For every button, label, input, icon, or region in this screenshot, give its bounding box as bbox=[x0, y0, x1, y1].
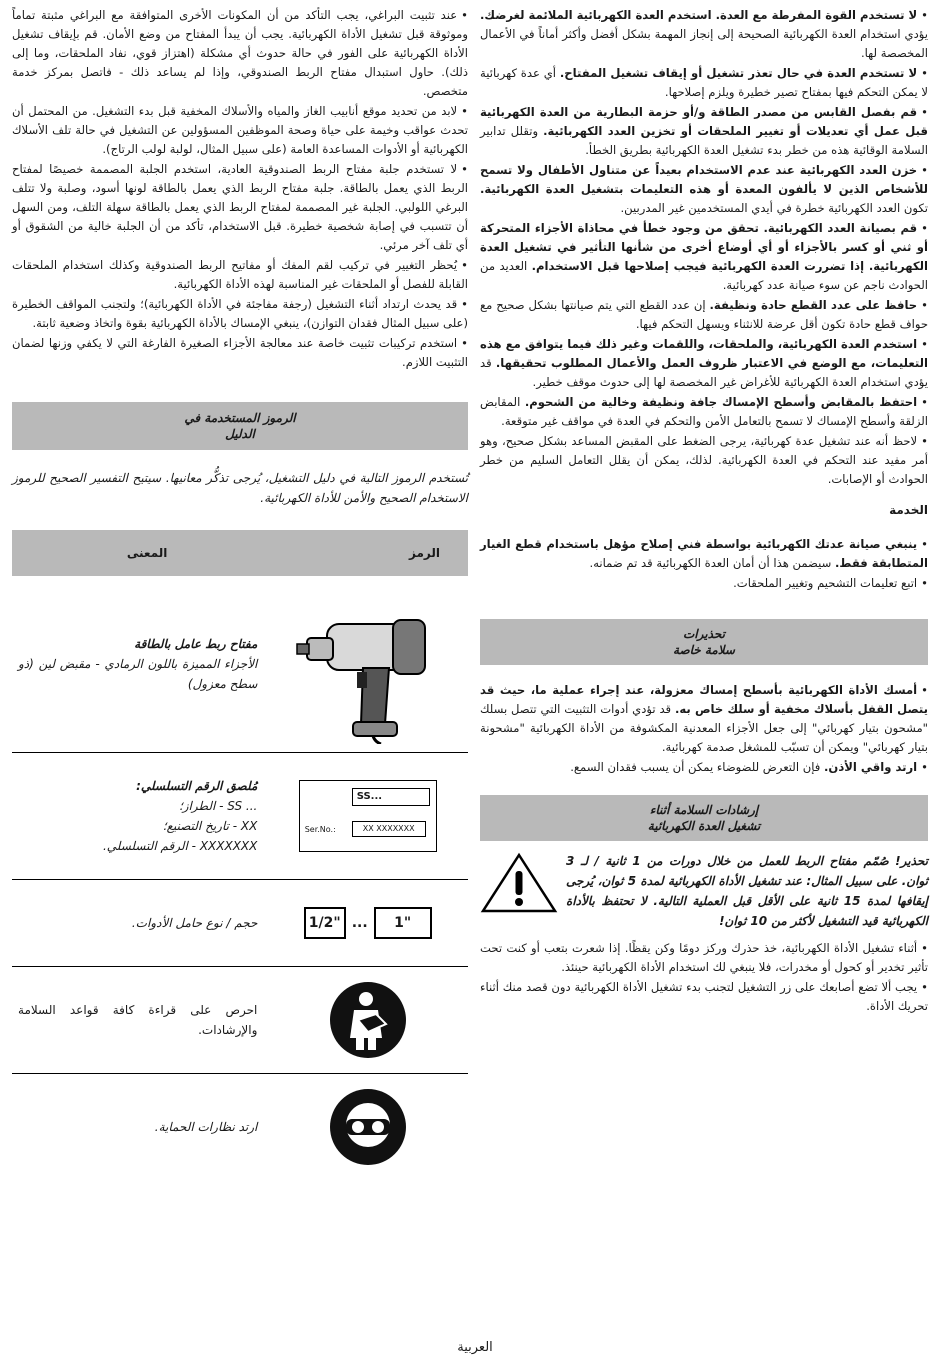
bullet-item bbox=[12, 295, 468, 333]
bullet-dot: • bbox=[921, 8, 928, 22]
bullet-item bbox=[480, 978, 928, 1016]
bullet-dot: • bbox=[461, 162, 468, 176]
table-row bbox=[12, 576, 468, 753]
bullet-dot: • bbox=[921, 221, 928, 235]
bullet-item bbox=[480, 432, 928, 489]
bullet-dot: • bbox=[921, 683, 928, 697]
table-row bbox=[12, 1074, 468, 1180]
bullet-item bbox=[480, 103, 928, 160]
bullet-item bbox=[480, 6, 928, 63]
bullet-dot: • bbox=[921, 980, 928, 994]
size-box-half: 1/2" bbox=[304, 907, 346, 939]
serial-title: مُلصق الرقم التسلسلي: bbox=[136, 779, 258, 793]
bullet-dot: • bbox=[921, 66, 929, 80]
bullet-dot: • bbox=[921, 576, 928, 590]
header-symbol: الرمز bbox=[409, 546, 440, 560]
bullet-dot: • bbox=[461, 8, 468, 22]
bullet-bold-text: قم بفصل القابس من مصدر الطاقة و/أو حزمة البطارية من العدة الكهربائية قبل عمل أي تعديلات أو تغيير الملحقات أو تخزين العدد الكهربائية. bbox=[480, 105, 928, 138]
warning-triangle-icon bbox=[480, 851, 558, 915]
bullet-bold-text: أمسك الأداة الكهربائية بأسطح إمساك معزولة، عند إجراء عملية ما، حيث قد يتصل القفل بأسلاك مخفية أو سلك خاص به. bbox=[480, 683, 928, 716]
bullet-text: اتبع تعليمات التشحيم وتغيير الملحقات. bbox=[733, 576, 918, 590]
bullet-dot: • bbox=[921, 537, 928, 551]
screw-safety-bullets bbox=[12, 6, 468, 372]
symbols-intro: تُستخدم الرموز التالية في دليل التشغيل، يُرجى تذكُّر معانيها. سيتيح التفسير الصحيح للرموز الاستخدام الصحيح والأمن للأداة الكهربائية. bbox=[12, 471, 468, 505]
bullet-text: العديد من الحوادث ناجم عن سوء صيانة عدد كهربائية. bbox=[480, 259, 928, 292]
bullet-dot: • bbox=[921, 434, 928, 448]
page-language-footer: العربية bbox=[457, 1340, 493, 1355]
bullet-text: سيضمن هذا أن أمان العدة الكهربائية قد تم ضمانه. bbox=[589, 556, 835, 570]
tool-title: مفتاح ربط عامل بالطاقة bbox=[134, 637, 258, 651]
tool-holder-sizes bbox=[267, 880, 468, 966]
bullet-text: استخدم تركيبات تثبيت خاصة عند معالجة الأجزاء الصغيرة الفارغة التي لا يكفي وزنها لضمان التثبيت اللازم. bbox=[12, 336, 468, 369]
sticker-ser-value: XX XXXXXXX bbox=[352, 821, 426, 837]
bullet-text: يُحظر التغيير في تركيب لقم المفك أو مفاتيح الربط الصندوقية وكذلك استخدام الملحقات القابلة للفصل أو الملحقات غير المناسبة لهذه الأداة الكهربائية. bbox=[12, 258, 468, 291]
size-dots: ... bbox=[351, 915, 368, 931]
bullet-text: فإن التعرض للضوضاء يمكن أن يسبب فقدان السمع. bbox=[570, 760, 825, 774]
bullet-item bbox=[480, 939, 928, 977]
bullet-bold-text: ينبغي صيانة عدتك الكهربائية بواسطة فني إصلاح مؤهل باستخدام قطع الغيار المتطابقة فقط. bbox=[480, 537, 928, 570]
safety-bullets-general bbox=[480, 6, 928, 489]
header-meaning: المعنى bbox=[126, 546, 168, 560]
bullet-text: وتقلل تدابير السلامة الوقائية هذه من خطر بدء تشغيل العدة الكهربائية بطريق الخطأ. bbox=[480, 124, 928, 157]
read-manual-desc: احرص على قراءة كافة قواعد السلامة والإرشادات. bbox=[18, 1003, 258, 1037]
bullet-bold-text: لا تستخدم القوة المفرطة مع العدة. استخدم العدة الكهربائية الملائمة لغرضك. bbox=[480, 8, 918, 22]
bullet-item bbox=[480, 758, 928, 777]
symbols-box: الرموز المستخدمة في الدليل bbox=[12, 402, 468, 450]
bullet-bold-text: استخدم العدة الكهربائية، والملحقات، واللقمات وغير ذلك فيما يتوافق مع هذه التعليمات، مع الوضع في الاعتبار ظروف العمل والأعمال المطلوب تحقيقها. bbox=[480, 337, 928, 370]
bullet-item bbox=[480, 296, 928, 334]
operation-bullets bbox=[480, 939, 928, 1016]
bullet-text: لا تستخدم جلبة مفتاح الربط الصندوقية العادية، استخدم الجلبة المصممة خصيصًا لمفتاح الربط الذي يعمل بالطاقة. جلبة مفتاح الربط الذي يعمل بالطاقة لونها أسود، وصلبة ولا تتلف البرغي اللولبي. الجلبة غير المصممة لمفتاح الربط الذي يعمل بالطاقة سهلة التلف، ومن السهل أن تتسبب في إصابة شخصية خطيرة. قبل الاستخدام، تأكد من أن الجلبة خالية من الشقوق أو أي تلف آخر مرئي. bbox=[12, 162, 468, 252]
bullet-text: يؤدي استخدام العدة الكهربائية الصحيحة إلى إنجاز المهمة بشكل أفضل وأكثر أماناً في الأعمال المخصصة لها. bbox=[480, 27, 928, 60]
size-desc: حجم / نوع حامل الأدوات. bbox=[131, 916, 258, 930]
serial-sticker bbox=[267, 753, 468, 879]
bullet-item bbox=[12, 334, 468, 372]
bullet-item bbox=[12, 102, 468, 159]
safety-goggles-icon bbox=[328, 1087, 408, 1167]
bullet-dot: • bbox=[921, 105, 928, 119]
service-heading: الخدمة bbox=[889, 503, 928, 517]
impact-wrench-icon bbox=[293, 584, 443, 744]
duty-cycle-warning bbox=[480, 851, 928, 931]
table-row bbox=[12, 753, 468, 880]
bullet-dot: • bbox=[921, 337, 928, 351]
operation-safety-box: إرشادات السلامة أثناء تشغيل العدة الكهربائية bbox=[480, 795, 928, 841]
bullet-text: قد يحدث ارتداد أثناء التشغيل (رجفة مفاجئة في الأداة الكهربائية)؛ ولتجنب المواقف الخطيرة (على سبيل المثال فقدان التوازن)، ينبغي الإمساك بالأداة الكهربائية بقوة واتخاذ وضعية ثابتة. bbox=[12, 297, 468, 330]
symbols-table bbox=[12, 530, 468, 1180]
table-row bbox=[12, 880, 468, 967]
bullet-dot: • bbox=[461, 104, 468, 118]
bullet-dot: • bbox=[921, 941, 928, 955]
bullet-item bbox=[480, 681, 928, 757]
bullet-text: لابد من تحديد موقع أنابيب الغاز والمياه والأسلاك المخفية قبل بدء التشغيل. من المحتمل أن تحدث عواقب وخيمة على حياة وصحة الموظفين المسؤولين عن التشغيل في حالة تلف الأسلاك الكهربائية أو الأدوات المساعدة العامة (على سبيل المثال، لولبة لولب الرتاج). bbox=[12, 104, 468, 156]
bullet-dot: • bbox=[461, 297, 468, 311]
bullet-bold-text: لا تستخدم العدة في حال تعذر تشغيل أو إيقاف تشغيل المفتاح. bbox=[559, 66, 918, 80]
bullet-text: المقابض الزلقة وأسطح الإمساك لا تسمح بالتعامل الأمن والتحكم في العدة في مواقف غير متوقعة. bbox=[480, 395, 928, 428]
bullet-item bbox=[480, 574, 928, 593]
read-manual-image bbox=[267, 967, 468, 1073]
bullet-item bbox=[12, 256, 468, 294]
bullet-item bbox=[480, 64, 928, 102]
bullet-text: إن عدد القطع التي يتم صيانتها بشكل صحيح مع حواف قطع حادة تكون أقل عرضة للانثناء ويسهل التحكم فيها. bbox=[480, 298, 928, 331]
bullet-dot: • bbox=[921, 163, 928, 177]
warning-text: تحذير! صُمّم مفتاح الربط للعمل من خلال دورات من 1 ثانية / لـ 3 ثوان. على سبيل المثال: عند تشغيل الأداة الكهربائية لمدة 5 ثوان، يُرجى إيقافها لمدة 15 ثانية على الأقل قبل العملية التالية. لا تحتفظ بالأداة الكهربائية قيد التشغيل لأكثر من 10 ثوان! bbox=[566, 854, 929, 928]
bullet-text: أثناء تشغيل الأداة الكهربائية، خذ حذرك وركز دومًا وكن يقظًا. إذا شعرت بتعب أو كنت تحت تأثير تخدير أو كحول أو مخدرات، فلا ينبغي لك استخدام الأداة الكهربائية حينئذ. bbox=[480, 941, 928, 974]
bullet-item bbox=[12, 6, 468, 101]
bullet-text: تكون العدد الكهربائية خطرة في أيدي المستخدمين غير المدربين. bbox=[620, 201, 928, 215]
read-manual-icon bbox=[328, 980, 408, 1060]
bullet-bold-text: ارتد واقي الأذن. bbox=[824, 760, 918, 774]
service-bullets bbox=[480, 535, 928, 593]
bullet-dot: • bbox=[921, 395, 928, 409]
bullet-item bbox=[480, 393, 928, 431]
bullet-bold-text: خزن العدد الكهربائية عند عدم الاستخدام بعيداً عن متناول الأطفال ولا تسمح للأشخاص الذين لا يألفون المعدة أو هذه التعليمات بتشغيل العدة الكهربائية. bbox=[480, 163, 928, 196]
goggles-image bbox=[267, 1074, 468, 1180]
impact-wrench-image bbox=[267, 576, 468, 752]
bullet-text: قد يؤدي استخدام العدة الكهربائية للأغراض غير المخصصة لها إلى حدوث موقف خطير. bbox=[480, 356, 928, 389]
bullet-dot: • bbox=[461, 258, 468, 272]
bullet-item bbox=[480, 335, 928, 392]
bullet-text: يجب ألا تضع أصابعك على زر التشغيل لتجنب بدء تشغيل الأداة الكهربائية دون قصد منك أثناء تحريك الأداة. bbox=[480, 980, 928, 1013]
bullet-dot: • bbox=[921, 760, 928, 774]
bullet-bold-text: حافظ على عدد القطع حادة ونظيفة. bbox=[709, 298, 918, 312]
special-warnings-box: تحذيرات سلامة خاصة bbox=[480, 619, 928, 665]
right-column bbox=[480, 6, 928, 1017]
bullet-bold-text: قم بصيانة العدد الكهربائية. تحقق من وجود خطأ في محاذاة الأجزاء المتحركة أو ثني أو كسر بالأجزاء أو أي أوضاع أخرى من شأنها التأثير في تشغيل العدة الكهربائية. إذا تضررت العدة الكهربائية فيجب إصلاحها قبل الاستخدام. bbox=[480, 221, 928, 273]
bullet-item bbox=[480, 161, 928, 218]
bullet-item bbox=[480, 219, 928, 295]
left-column bbox=[12, 6, 468, 1180]
bullet-item bbox=[480, 535, 928, 573]
bullet-item bbox=[12, 160, 468, 255]
bullet-text: قد تؤدي أدوات التثبيت التي تتصل بسلك "مشحون بتيار كهربائي" إلى جعل الأجزاء المعدنية المكشوفة من الأداة الكهربائية "مشحونة بتيار كهربائي" ويمكن أن تسبّب للمشغل صدمة كهربائية. bbox=[480, 702, 928, 754]
size-box-one: 1" bbox=[374, 907, 432, 939]
special-safety-bullets bbox=[480, 681, 928, 777]
table-row bbox=[12, 967, 468, 1074]
serial-line-2: XX - تاريخ التصنيع؛ bbox=[162, 819, 258, 833]
bullet-dot: • bbox=[921, 298, 928, 312]
serial-line-1: ... SS - الطراز؛ bbox=[178, 799, 258, 813]
goggles-desc: ارتد نظارات الحماية. bbox=[154, 1120, 258, 1134]
symbols-table-header bbox=[12, 530, 468, 576]
bullet-bold-text: احتفظ بالمقابض وأسطح الإمساك جافة ونظيفة وخالية من الشحوم. bbox=[524, 395, 918, 409]
bullet-dot: • bbox=[461, 336, 468, 350]
bullet-text: لاحظ أنه عند تشغيل عدة كهربائية، يرجى الضغط على المقبض المساعد بشكل صحيح، وهو أمر مفيد عند التحكم في العدة الكهربائية. لذلك، يمكن أن يقلل التعامل السليم من خطر الحوادث أو الإصابات. bbox=[480, 434, 928, 486]
sticker-model: SS... bbox=[352, 788, 430, 806]
bullet-text: عند تثبيت البراغي، يجب التأكد من أن المكونات الأخرى المتوافقة مع البراغي مثبتة تماماً وموثوقة قبل تشغيل الأداة الكهربائية. يجب أن يبدأ المفتاح من وضع الأمان. قم بإيقاف تشغيل الأداة الكهربائية على الفور في حالة حدوث أي مشكلة (اهتزاز قوي، نفاد الملحقات، وما إلى ذلك). حاول استبدال مفتاح الربط الصندوقي، وإذا لم يساعد ذلك - فاتصل بمركز خدمة متخصص. bbox=[12, 8, 468, 98]
serial-line-3: XXXXXXX - الرقم التسلسلي. bbox=[102, 839, 258, 853]
sticker-ser-label: Ser.No.: bbox=[304, 825, 336, 834]
tool-desc: الأجزاء المميزة باللون الرمادي - مقبض لين (ذو سطح معزول) bbox=[18, 657, 258, 691]
bullet-text: أي عدة كهربائية لا يمكن التحكم فيها بمفتاح تصير خطيرة ويلزم إصلاحها. bbox=[480, 66, 928, 99]
